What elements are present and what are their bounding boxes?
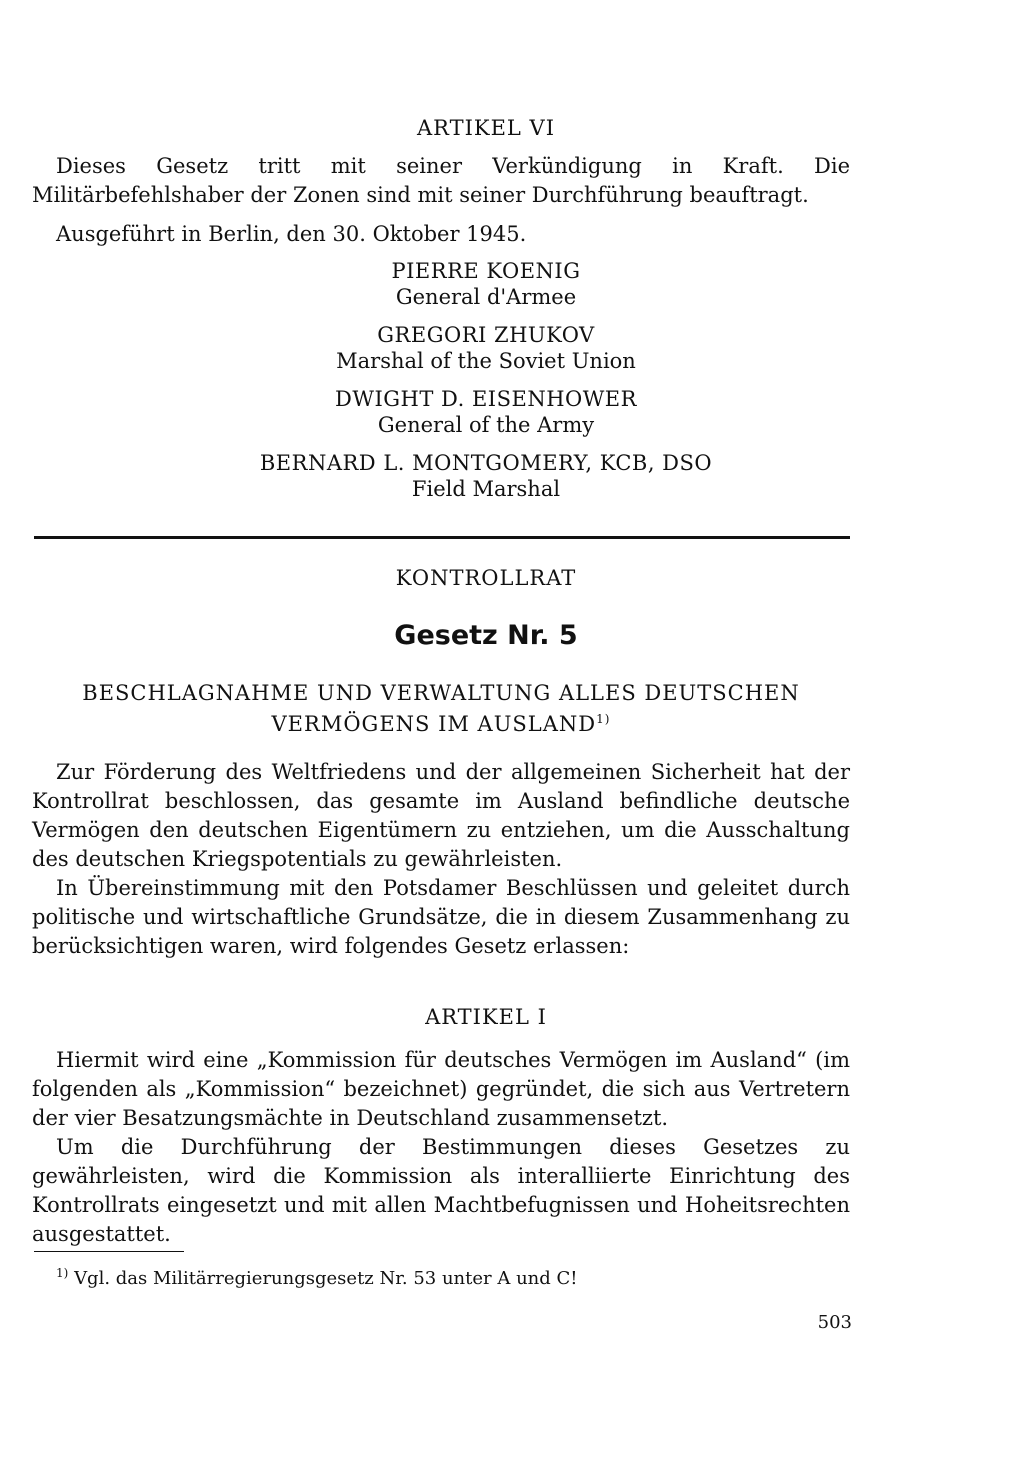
law-subject-line-2: VERMÖGENS IM AUSLAND [271, 712, 597, 736]
law-subject [32, 678, 850, 740]
artikel-vi-heading: ARTIKEL VI [416, 116, 555, 140]
footnote-text: Vgl. das Militärregierungsgesetz Nr. 53 unter A und C! [74, 1268, 578, 1289]
law-subject-line-1: BESCHLAGNAHME UND VERWALTUNG ALLES DEUTSCHEN [82, 681, 800, 705]
section-divider [34, 536, 850, 539]
signatory [60, 258, 912, 310]
law-number-title: Gesetz Nr. 5 [394, 620, 578, 651]
footnote-reference: 1) [596, 712, 611, 726]
signatory-name: GREGORI ZHUKOV [377, 323, 595, 347]
preamble-paragraph-1: Zur Förderung des Weltfriedens und der allgemeinen Sicherheit hat der Kontrollrat beschlossen, das gesamte im Ausland befindliche deutsche Vermögen den deutschen Eigentümern zu entziehen, um die Ausschaltung des deutschen Kriegspotentials zu gewährleisten. [32, 760, 850, 871]
signatory [60, 322, 912, 374]
artikel-vi-paragraph: Dieses Gesetz tritt mit seiner Verkündigung in Kraft. Die Militärbefehlshaber der Zonen sind mit seiner Durchführung beauftragt. [32, 154, 850, 207]
signatory-title: Field Marshal [411, 477, 561, 501]
footnote [32, 1268, 874, 1289]
artikel-i-paragraph-2: Um die Durchführung der Bestimmungen dieses Gesetzes zu gewährleisten, wird die Kommission als interalliierte Einrichtung des Kontrollrats eingesetzt und mit allen Machtbefugnissen und Hoheitsrechten ausgestattet. [32, 1135, 850, 1246]
date-line: Ausgeführt in Berlin, den 30. Oktober 1945. [56, 222, 527, 246]
signatory-title: General d'Armee [395, 285, 577, 309]
preamble [32, 758, 850, 961]
footnote-rule [34, 1251, 184, 1252]
signatory [60, 450, 912, 502]
artikel-i-paragraph-1: Hiermit wird eine „Kommission für deutsches Vermögen im Ausland“ (im folgenden als „Kommission“ bezeichnet) gegründet, die sich aus Vertretern der vier Besatzungsmächte in Deutschland zusammensetzt. [32, 1048, 850, 1130]
page-number: 503 [817, 1312, 852, 1333]
footnote-mark: 1) [56, 1266, 69, 1280]
authority-heading: KONTROLLRAT [395, 566, 577, 590]
preamble-paragraph-2: In Übereinstimmung mit den Potsdamer Beschlüssen und geleitet durch politische und wirtschaftliche Grundsätze, die in diesem Zusammenhang zu berücksichtigen waren, wird folgendes Gesetz erlassen: [32, 876, 850, 958]
signatory-title: Marshal of the Soviet Union [336, 349, 636, 373]
signatory-name: DWIGHT D. EISENHOWER [335, 387, 637, 411]
signatory-title: General of the Army [377, 413, 595, 437]
law-subject-line-2-wrap [32, 709, 850, 740]
artikel-i-heading: ARTIKEL I [425, 1005, 547, 1029]
signature-list [60, 258, 912, 514]
signatory-name: PIERRE KOENIG [391, 259, 581, 283]
artikel-i-body [32, 1046, 850, 1249]
signatory [60, 386, 912, 438]
signatory-name: BERNARD L. MONTGOMERY, KCB, DSO [259, 451, 713, 475]
